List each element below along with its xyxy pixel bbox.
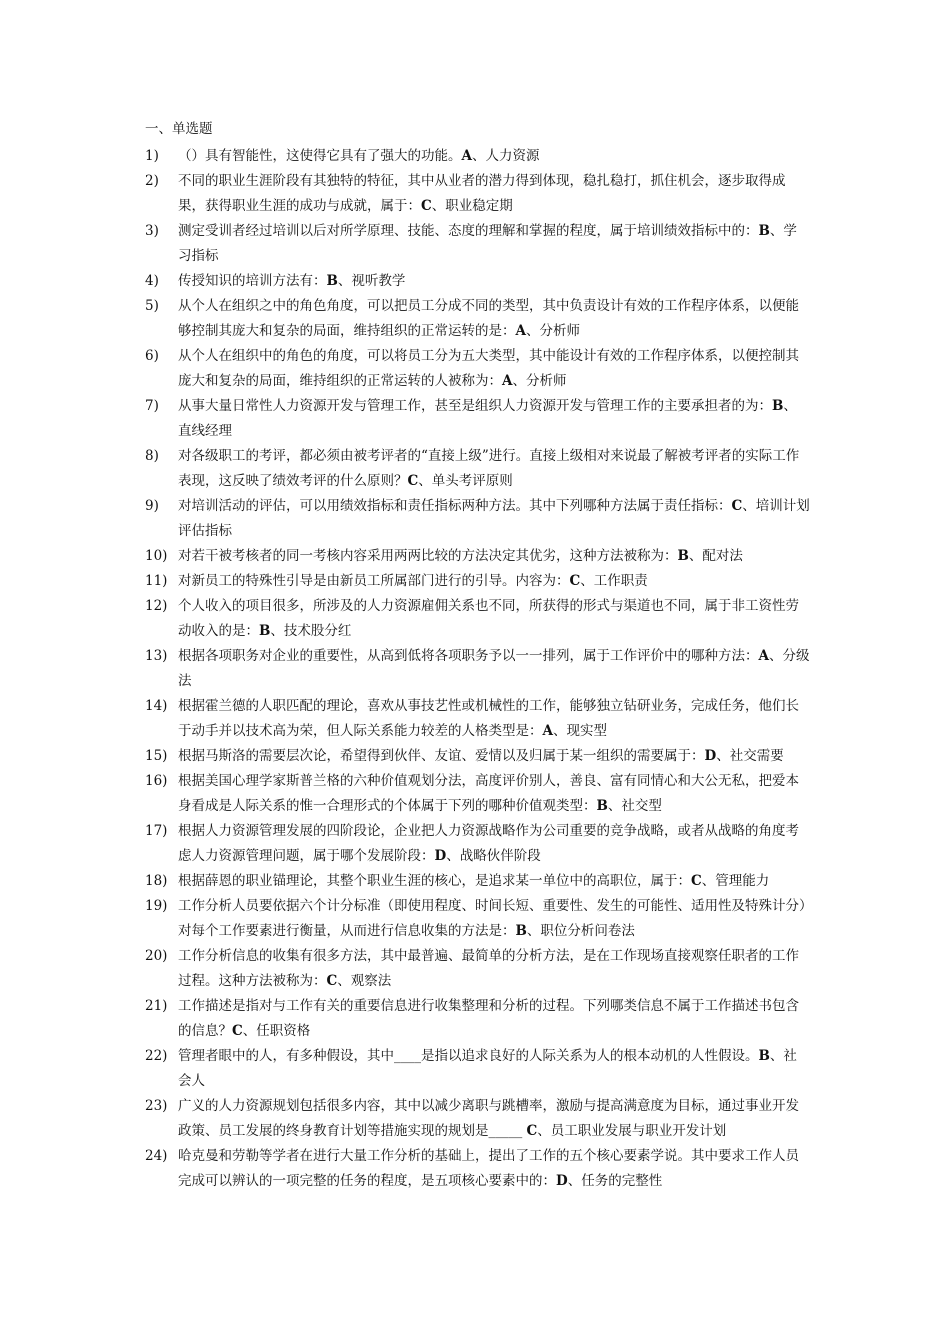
- answer-text: 、技术股分红: [270, 623, 352, 639]
- question-item: [145, 594, 810, 644]
- answer-text: 、管理能力: [701, 873, 770, 889]
- answer-text: 、社会人: [178, 1048, 797, 1089]
- question-item: [145, 994, 810, 1044]
- answer-text: 、视听教学: [337, 273, 406, 289]
- question-text: 工作分析人员要依据六个计分标准（即使用程度、时间长短、重要性、发生的可能性、适用性及特殊计分）对每个工作要素进行衡量，从而进行信息收集的方法是：: [178, 898, 806, 939]
- question-number: 3): [145, 223, 159, 239]
- question-number: 24): [145, 1148, 168, 1164]
- question-text: 工作描述是指对与工作有关的重要信息进行收集整理和分析的过程。下列哪类信息不属于工作描述书包含的信息？: [178, 998, 799, 1039]
- answer-text: 、任务的完整性: [567, 1173, 663, 1189]
- question-number: 5): [145, 298, 159, 314]
- answer-letter: B: [758, 1048, 770, 1064]
- question-item: [145, 819, 810, 869]
- question-item: [145, 769, 810, 819]
- question-text: 根据人力资源管理发展的四阶段论，企业把人力资源战略作为公司重要的竞争战略，或者从战略的角度考虑人力资源管理问题，属于哪个发展阶段：: [178, 823, 799, 864]
- answer-text: 、职业稳定期: [431, 198, 513, 214]
- answer-text: 、学习指标: [178, 223, 797, 264]
- question-text: 对培训活动的评估，可以用绩效指标和责任指标两种方法。其中下列哪种方法属于责任指标：: [178, 498, 732, 514]
- answer-letter: B: [515, 923, 527, 939]
- question-item: [145, 394, 810, 444]
- question-number: 9): [145, 498, 159, 514]
- answer-text: 、培训计划评估指标: [178, 498, 810, 539]
- question-item: [145, 344, 810, 394]
- answer-letter: C: [691, 873, 702, 889]
- question-text: 对新员工的特殊性引导是由新员工所属部门进行的引导。内容为：: [178, 573, 570, 589]
- question-text: 根据霍兰德的人职匹配的理论，喜欢从事技艺性或机械性的工作，能够独立钻研业务，完成任务，他们长于动手并以技术高为荣，但人际关系能力较差的人格类型是：: [178, 698, 799, 739]
- question-item: [145, 1044, 810, 1094]
- question-text: 对若干被考核者的同一考核内容采用两两比较的方法决定其优劣，这种方法被称为：: [178, 548, 678, 564]
- question-number: 18): [145, 873, 168, 889]
- question-item: [145, 644, 810, 694]
- answer-text: 、战略伙伴阶段: [446, 848, 541, 864]
- question-item: [145, 294, 810, 344]
- answer-letter: C: [407, 473, 419, 489]
- question-item: [145, 144, 810, 169]
- question-item: [145, 1144, 810, 1194]
- answer-letter: A: [502, 373, 513, 389]
- answer-letter: B: [677, 548, 689, 564]
- question-item: [145, 444, 810, 494]
- answer-letter: B: [596, 798, 608, 814]
- question-text: 根据马斯洛的需要层次论，希望得到伙伴、友谊、爱情以及归属于某一组织的需要属于：: [178, 748, 705, 764]
- answer-text: 、现实型: [552, 723, 607, 739]
- answer-letter: D: [434, 848, 447, 864]
- answer-letter: C: [232, 1023, 243, 1039]
- question-text: 个人收入的项目很多，所涉及的人力资源雇佣关系也不同，所获得的形式与渠道也不同，属于非工资性劳动收入的是：: [178, 598, 799, 639]
- answer-text: 、配对法: [688, 548, 743, 564]
- question-number: 16): [145, 773, 168, 789]
- question-number: 20): [145, 948, 168, 964]
- answer-text: 、分析师: [512, 373, 567, 389]
- answer-letter: A: [515, 323, 526, 339]
- answer-text: 、职位分析问卷法: [526, 923, 635, 939]
- answer-letter: B: [758, 223, 770, 239]
- answer-letter: D: [556, 1173, 568, 1189]
- answer-text: 、人力资源: [471, 148, 540, 164]
- question-item: [145, 944, 810, 994]
- question-number: 17): [145, 823, 168, 839]
- answer-text: 、观察法: [337, 973, 392, 989]
- answer-text: 、单头考评原则: [418, 473, 513, 489]
- question-number: 6): [145, 348, 159, 364]
- question-text: 根据各项职务对企业的重要性，从高到低将各项职务予以一一排列，属于工作评价中的哪种方法：: [178, 648, 759, 664]
- question-item: [145, 219, 810, 269]
- answer-letter: C: [731, 498, 743, 514]
- answer-letter: C: [326, 973, 338, 989]
- question-text: 管理者眼中的人，有多种假设，其中____是指以追求良好的人际关系为人的根本动机的人性假设。: [178, 1048, 759, 1064]
- answer-letter: B: [326, 273, 338, 289]
- answer-text: 、任职资格: [242, 1023, 311, 1039]
- question-number: 8): [145, 448, 159, 464]
- question-text: 根据美国心理学家斯普兰格的六种价值观划分法，高度评价别人，善良、富有同情心和大公无私，把爱本身看成是人际关系的惟一合理形式的个体属于下列的哪种价值观类型：: [178, 773, 799, 814]
- question-item: [145, 894, 810, 944]
- question-number: 14): [145, 698, 168, 714]
- question-item: [145, 694, 810, 744]
- question-item: [145, 169, 810, 219]
- question-text: 从个人在组织中的角色的角度，可以将员工分为五大类型，其中能设计有效的工作程序体系，以便控制其庞大和复杂的局面，维持组织的正常运转的人被称为：: [178, 348, 799, 389]
- answer-text: 、直线经理: [178, 398, 797, 439]
- answer-letter: A: [461, 148, 472, 164]
- question-item: [145, 869, 810, 894]
- question-item: [145, 569, 810, 594]
- answer-letter: B: [772, 398, 784, 414]
- question-text: 对各级职工的考评，都必须由被考评者的“直接上级”进行。直接上级相对来说最了解被考评者的实际工作表现，这反映了绩效考评的什么原则？: [178, 448, 800, 489]
- question-number: 13): [145, 648, 168, 664]
- question-text: （）具有智能性，这使得它具有了强大的功能。: [178, 148, 462, 164]
- answer-letter: A: [542, 723, 553, 739]
- question-text: 广义的人力资源规划包括很多内容，其中以减少离职与跳槽率，激励与提高满意度为目标，通过事业开发政策、员工发展的终身教育计划等措施实现的规划是_____: [178, 1098, 799, 1139]
- question-number: 2): [145, 173, 159, 189]
- question-text: 测定受训者经过培训以后对所学原理、技能、态度的理解和掌握的程度，属于培训绩效指标中的：: [178, 223, 759, 239]
- question-text: 不同的职业生涯阶段有其独特的特征，其中从业者的潜力得到体现，稳扎稳打，抓住机会，逐步取得成果，获得职业生涯的成功与成就，属于：: [178, 173, 786, 214]
- answer-text: 、社交型: [607, 798, 662, 814]
- question-number: 12): [145, 598, 168, 614]
- answer-text: 、员工职业发展与职业开发计划: [537, 1123, 727, 1139]
- question-number: 11): [145, 573, 168, 589]
- question-item: [145, 744, 810, 769]
- answer-letter: C: [421, 198, 432, 214]
- section-title: 一、单选题: [145, 121, 213, 137]
- question-text: 从个人在组织之中的角色角度，可以把员工分成不同的类型，其中负责设计有效的工作程序体系，以便能够控制其庞大和复杂的局面，维持组织的正常运转的是：: [178, 298, 799, 339]
- answer-letter: A: [758, 648, 769, 664]
- question-item: [145, 269, 810, 294]
- question-list: [145, 144, 810, 1194]
- answer-letter: C: [569, 573, 581, 589]
- question-number: 19): [145, 898, 168, 914]
- question-number: 10): [145, 548, 168, 564]
- answer-letter: D: [704, 748, 717, 764]
- question-text: 根据薛恩的职业锚理论，其整个职业生涯的核心，是追求某一单位中的高职位，属于：: [178, 873, 691, 889]
- question-item: [145, 1094, 810, 1144]
- question-item: [145, 544, 810, 569]
- question-number: 15): [145, 748, 168, 764]
- answer-text: 、社交需要: [716, 748, 784, 764]
- question-text: 哈克曼和劳勒等学者在进行大量工作分析的基础上，提出了工作的五个核心要素学说。其中要求工作人员完成可以辨认的一项完整的任务的程度，是五项核心要素中的：: [178, 1148, 799, 1189]
- question-number: 1): [145, 148, 159, 164]
- question-number: 21): [145, 998, 168, 1014]
- question-text: 传授知识的培训方法有：: [178, 273, 327, 289]
- question-number: 7): [145, 398, 159, 414]
- question-text: 工作分析信息的收集有很多方法，其中最普遍、最简单的分析方法，是在工作现场直接观察任职者的工作过程。这种方法被称为：: [178, 948, 799, 989]
- question-number: 4): [145, 273, 159, 289]
- answer-text: 、工作职责: [580, 573, 648, 589]
- question-text: 从事大量日常性人力资源开发与管理工作，甚至是组织人力资源开发与管理工作的主要承担者的为：: [178, 398, 772, 414]
- question-number: 22): [145, 1048, 168, 1064]
- answer-text: 、分级法: [178, 648, 810, 689]
- answer-text: 、分析师: [525, 323, 580, 339]
- answer-letter: C: [526, 1123, 538, 1139]
- question-item: [145, 494, 810, 544]
- answer-letter: B: [259, 623, 271, 639]
- question-number: 23): [145, 1098, 168, 1114]
